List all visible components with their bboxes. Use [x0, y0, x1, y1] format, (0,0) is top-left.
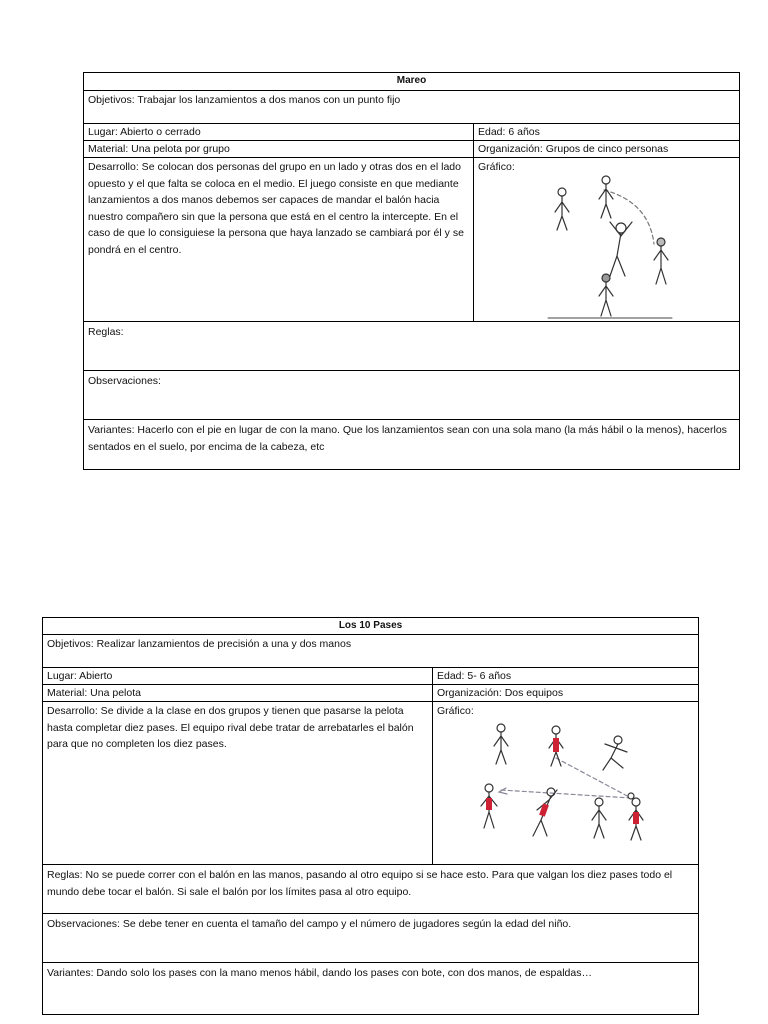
ball-icon [628, 793, 634, 799]
card-title-row [43, 618, 698, 635]
lugar-text: Lugar: Abierto o cerrado [88, 126, 201, 138]
player-figure-icon [555, 188, 569, 230]
objetivos-text: Objetivos: Realizar lanzamientos de precisión a una y dos manos [47, 638, 352, 650]
card-title-row [84, 73, 739, 91]
material-row [43, 685, 698, 702]
observaciones-row [84, 371, 739, 420]
desarrollo-row [84, 158, 739, 322]
pass-line-icon [501, 790, 631, 798]
organizacion-cell [433, 685, 698, 701]
arrow-head-icon [499, 788, 507, 794]
grafico-cell [433, 702, 698, 864]
player-figure-icon [603, 736, 627, 770]
activity-card-mareo [83, 72, 740, 470]
lugar-cell [84, 124, 474, 140]
player-figure-icon [533, 788, 557, 836]
variantes-row [43, 963, 698, 1014]
player-figure-icon [654, 238, 668, 284]
desarrollo-text: Desarrollo: Se colocan dos personas del grupo en un lado y otras dos en el lado opuesto y el que falta se coloca en el medio. El juego consiste en que mediante lanzamientos a dos manos debemos ser capaces de mandar el balón hacia nuestro compañero sin que la persona que está en el centro la intercepte. En el caso de que lo consiguiese la persona que haya lanzado se cambiará por él y se pondrá en el centro. [88, 161, 464, 256]
objetivos-row [84, 91, 739, 124]
mareo-diagram [544, 172, 674, 320]
material-row [84, 141, 739, 158]
player-figure-icon [592, 798, 606, 838]
lugar-text: Lugar: Abierto [47, 670, 113, 682]
pass-line-icon [556, 758, 631, 798]
grafico-label: Gráfico: [478, 161, 515, 173]
player-figure-icon [599, 176, 613, 218]
grafico-cell [474, 158, 739, 321]
organizacion-cell [474, 141, 739, 157]
observaciones-text: Observaciones: [88, 375, 161, 387]
player-figure-icon [494, 724, 508, 764]
edad-cell [474, 124, 739, 140]
player-figure-icon [629, 798, 643, 840]
grafico-label: Gráfico: [437, 705, 474, 717]
organizacion-text: Organización: Grupos de cinco personas [478, 143, 669, 155]
variantes-text: Variantes: Hacerlo con el pie en lugar de con la mano. Que los lanzamientos sean con una sola mano (la más hábil o la menos), hacerlos sentados en el suelo, por encima de la cabeza, etc [88, 424, 727, 453]
edad-text: Edad: 6 años [478, 126, 540, 138]
objetivos-text: Objetivos: Trabajar los lanzamientos a dos manos con un punto fijo [88, 94, 401, 106]
player-figure-icon [610, 222, 632, 276]
card-title: Los 10 Pases [338, 620, 403, 631]
pass-arc-icon [604, 190, 654, 244]
player-figure-icon [549, 726, 563, 766]
desarrollo-text: Desarrollo: Se divide a la clase en dos grupos y tienen que pasarse la pelota hasta completar diez pases. El equipo rival debe tratar de arrebatarles el balón para que no completen los diez pases. [47, 705, 414, 750]
player-figure-icon [481, 784, 497, 828]
material-cell [43, 685, 433, 701]
reglas-text: Reglas: No se puede correr con el balón en las manos, pasando al otro equipo si se hace esto. Para que valgan los diez pases todo el mundo debe tocar el balón. Si sale el balón por los límites pasa al otro equipo. [47, 869, 673, 898]
activity-card-10-pases [42, 617, 699, 1015]
observaciones-row [43, 914, 698, 963]
edad-cell [433, 668, 698, 684]
reglas-row [43, 865, 698, 914]
player-figure-icon [599, 274, 613, 316]
objetivos-row [43, 635, 698, 668]
reglas-row [84, 322, 739, 371]
lugar-row [84, 124, 739, 141]
variantes-row [84, 420, 739, 469]
variantes-text: Variantes: Dando solo los pases con la mano menos hábil, dando los pases con bote, con dos manos, de espaldas… [47, 967, 592, 979]
lugar-cell [43, 668, 433, 684]
lugar-row [43, 668, 698, 685]
observaciones-text: Observaciones: Se debe tener en cuenta el tamaño del campo y el número de jugadores según la edad del niño. [47, 918, 572, 930]
card-title: Mareo [396, 75, 427, 86]
desarrollo-cell [43, 702, 433, 864]
edad-text: Edad: 5- 6 años [437, 670, 512, 682]
reglas-text: Reglas: [88, 326, 124, 338]
material-text: Material: Una pelota por grupo [88, 143, 230, 155]
material-cell [84, 141, 474, 157]
organizacion-text: Organización: Dos equipos [437, 687, 564, 699]
desarrollo-cell [84, 158, 474, 321]
material-text: Material: Una pelota [47, 687, 141, 699]
desarrollo-row [43, 702, 698, 865]
pases-diagram [471, 718, 661, 858]
